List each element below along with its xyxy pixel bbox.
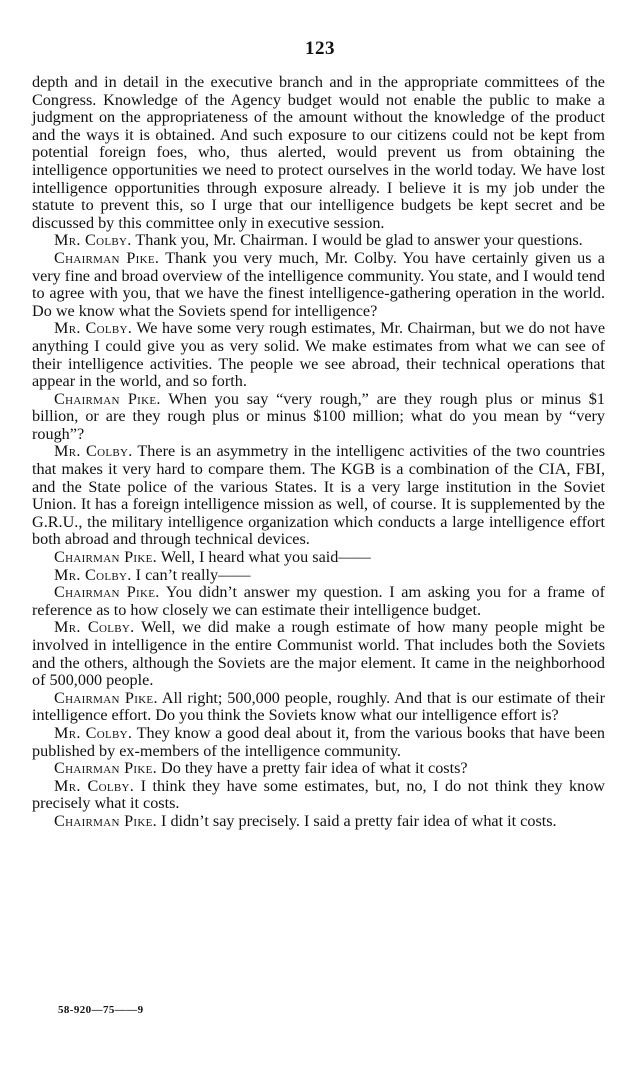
- paragraph-text: There is an asymmetry in the intelligenc activities of the two countries that makes it very hard to compare them. The KGB is a combination of the CIA, FBI, and the State police of the various States. It is a very large institution in the Soviet Union. It has a foreign intelligence mission as well, of course. It is supplemented by the G.R.U., the military intelligence organization which conducts a large intelligence effort both abroad and through technical devices.: [32, 442, 605, 549]
- paragraph-text: Well, I heard what you said——: [156, 548, 371, 567]
- paragraph: [32, 584, 605, 619]
- paragraph: [32, 778, 605, 813]
- transcript-body: [32, 74, 605, 831]
- speaker-name: Chairman Pike.: [54, 389, 161, 408]
- paragraph-text: Well, we did make a rough estimate of how many people might be involved in intelligence in the entire Communist world. That includes both the Soviets and the others, although the Soviets are the major element. It came in the neighborhood of 500,000 people.: [32, 618, 605, 690]
- print-code-footer: 58-920—75——9: [58, 1004, 144, 1016]
- paragraph-text: I didn’t say precisely. I said a pretty fair idea of what it costs.: [156, 811, 557, 830]
- speaker-name: Mr. Colby.: [54, 319, 133, 338]
- speaker-name: Chairman Pike.: [54, 548, 157, 567]
- paragraph: [32, 320, 605, 390]
- speaker-name: Mr. Colby.: [54, 776, 135, 795]
- paragraph: [32, 619, 605, 689]
- speaker-name: Mr. Colby.: [54, 442, 133, 461]
- paragraph: [32, 74, 605, 232]
- paragraph: [32, 760, 605, 778]
- paragraph-text: I can’t really——: [131, 565, 251, 584]
- paragraph: [32, 232, 605, 250]
- paragraph-text: When you say “very rough,” are they rough plus or minus $1 billion, or are they rough plus or minus $100 million; what do you mean by “very rough”?: [32, 389, 605, 443]
- paragraph-text: Thank you, Mr. Chairman. I would be glad to answer your questions.: [131, 231, 583, 250]
- speaker-name: Mr. Colby.: [54, 231, 132, 250]
- paragraph-text: Do they have a pretty fair idea of what it costs?: [156, 759, 468, 778]
- speaker-name: Chairman Pike.: [54, 759, 157, 778]
- paragraph: [32, 250, 605, 320]
- paragraph: [32, 391, 605, 444]
- paragraph: [32, 690, 605, 725]
- paragraph-text: All right; 500,000 people, roughly. And that is our estimate of their intelligence effort. Do you think the Soviets know what our intelligence effort is?: [32, 688, 605, 725]
- page-number: 123: [305, 38, 335, 59]
- speaker-name: Mr. Colby.: [54, 723, 133, 742]
- speaker-name: Chairman Pike.: [54, 688, 158, 707]
- paragraph-text: depth and in detail in the executive branch and in the appropriate committees of the Congress. Knowledge of the Agency budget would not enable the public to make a judgment on the appropriateness of the amount without the knowledge of the product and the ways it is obtained. And such exposure to our citizens could not be kept from potential foreign foes, who, thus alerted, would prevent us from obtaining the intelligence opportunities we need to protect ourselves in the world today. We have lost intelligence opportunities through exposure already. I believe it is my job under the statute to prevent this, so I urge that our intelligence budgets be kept secret and be discussed by this committee only in executive session.: [32, 73, 605, 232]
- speaker-name: Chairman Pike.: [54, 811, 157, 830]
- paragraph-text: We have some very rough estimates, Mr. Chairman, but we do not have anything I could give you as very solid. We make estimates from what we can see of their intelligence activities. The people we see abroad, their technical operations that appear in the world, and so forth.: [32, 319, 606, 391]
- paragraph: [32, 443, 605, 549]
- paragraph: [32, 549, 605, 567]
- paragraph: [32, 725, 605, 760]
- paragraph-text: They know a good deal about it, from the various books that have been published by ex-members of the intelligence community.: [32, 723, 605, 760]
- speaker-name: Mr. Colby.: [54, 565, 132, 584]
- paragraph-text: Thank you very much, Mr. Colby. You have certainly given us a very fine and broad overview of the intelligence community. You state, and I would tend to agree with you, that we have the finest intelligence-gathering operation in the world. Do we know what the Soviets spend for intelligence?: [32, 248, 606, 320]
- paragraph-text: You didn’t answer my question. I am asking you for a frame of reference as to how closely we can estimate their intelligence budget.: [32, 583, 605, 619]
- speaker-name: Chairman Pike.: [54, 583, 160, 602]
- speaker-name: Mr. Colby.: [54, 618, 135, 637]
- speaker-name: Chairman Pike.: [54, 248, 160, 267]
- paragraph: [32, 567, 605, 585]
- paragraph: [32, 813, 605, 831]
- paragraph-text: I think they have some estimates, but, no, I do not think they know precisely what it costs.: [32, 776, 605, 813]
